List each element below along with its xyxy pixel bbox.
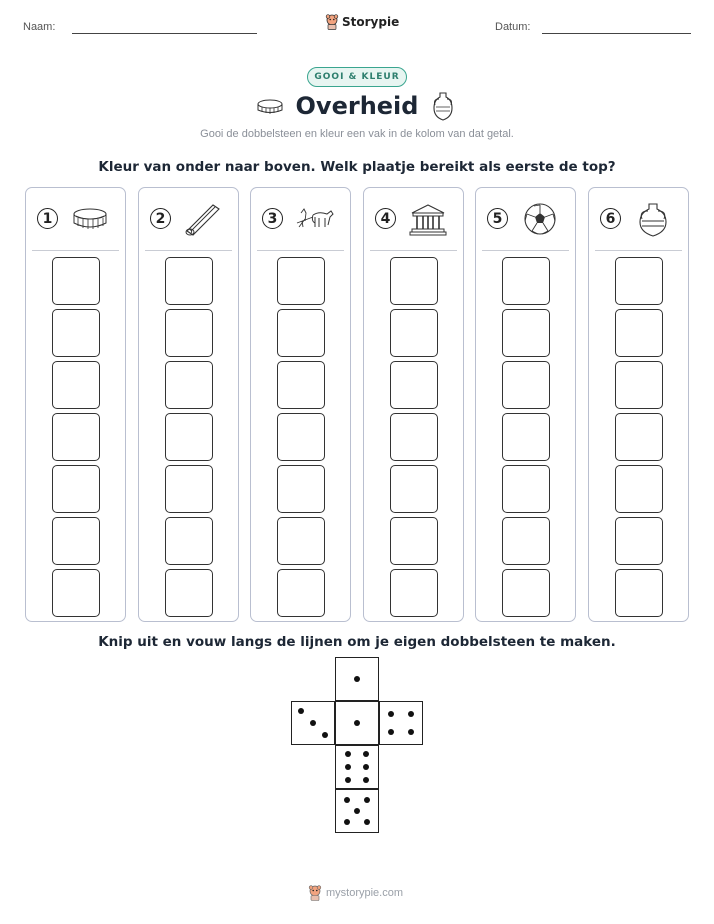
color-box[interactable] (502, 361, 550, 409)
die-pip (364, 819, 370, 825)
color-box[interactable] (165, 569, 213, 617)
color-box[interactable] (277, 361, 325, 409)
color-box[interactable] (390, 569, 438, 617)
column-2 (138, 187, 239, 622)
color-box[interactable] (502, 569, 550, 617)
color-box[interactable] (52, 517, 100, 565)
die-face-4 (379, 701, 423, 745)
die-pip (354, 720, 360, 726)
die-face-1 (335, 701, 379, 745)
color-box[interactable] (52, 361, 100, 409)
die-pip (388, 729, 394, 735)
column-number: 5 (487, 208, 508, 229)
column-6 (588, 187, 689, 622)
amphora-icon (430, 90, 456, 122)
date-field-line[interactable] (542, 33, 691, 34)
color-box[interactable] (615, 257, 663, 305)
die-pip (408, 711, 414, 717)
die-pip (364, 797, 370, 803)
color-box[interactable] (390, 517, 438, 565)
color-box[interactable] (502, 465, 550, 513)
column-number: 1 (37, 208, 58, 229)
die-pip (363, 751, 369, 757)
name-field-line[interactable] (72, 33, 257, 34)
column-header (589, 188, 688, 250)
die-pip (344, 819, 350, 825)
column-number: 6 (600, 208, 621, 229)
column-1 (25, 187, 126, 622)
color-box[interactable] (502, 517, 550, 565)
color-box[interactable] (390, 257, 438, 305)
color-box[interactable] (165, 465, 213, 513)
die-pip (408, 729, 414, 735)
die-pip (345, 764, 351, 770)
column-divider (145, 250, 232, 251)
die-face-6 (335, 745, 379, 789)
column-header (139, 188, 238, 250)
color-box[interactable] (52, 569, 100, 617)
column-divider (32, 250, 119, 251)
die-face-5 (335, 789, 379, 833)
coloring-instruction: Kleur van onder naar boven. Welk plaatje bereikt als eerste de top? (98, 159, 616, 175)
die-pip (354, 808, 360, 814)
aqueduct-icon (183, 201, 223, 237)
activity-badge: GOOI & KLEUR (307, 67, 407, 87)
color-box[interactable] (615, 569, 663, 617)
die-pip (322, 732, 328, 738)
column-4 (363, 187, 464, 622)
column-header (251, 188, 350, 250)
name-label: Naam: (23, 21, 56, 33)
color-box[interactable] (277, 569, 325, 617)
die-pip (363, 777, 369, 783)
storypie-mascot-icon (308, 885, 322, 901)
column-divider (257, 250, 344, 251)
color-box[interactable] (165, 517, 213, 565)
column-3 (250, 187, 351, 622)
column-header (476, 188, 575, 250)
color-box[interactable] (277, 413, 325, 461)
die-pip (345, 777, 351, 783)
color-box[interactable] (615, 517, 663, 565)
color-box[interactable] (615, 309, 663, 357)
color-box[interactable] (615, 465, 663, 513)
color-box[interactable] (165, 361, 213, 409)
date-label: Datum: (495, 21, 531, 33)
column-header (26, 188, 125, 250)
die-pip (298, 708, 304, 714)
color-box[interactable] (52, 309, 100, 357)
color-box[interactable] (277, 309, 325, 357)
brand-name: Storypie (342, 15, 400, 29)
color-box[interactable] (52, 413, 100, 461)
amphora-icon (633, 201, 673, 237)
color-box[interactable] (615, 361, 663, 409)
ox-plow-icon (295, 201, 335, 237)
brand-logo (325, 14, 399, 30)
die-instruction: Knip uit en vouw langs de lijnen om je eigen dobbelsteen te maken. (98, 634, 616, 650)
subtitle: Gooi de dobbelsteen en kleur een vak in de kolom van dat getal. (200, 128, 514, 140)
color-box[interactable] (165, 413, 213, 461)
color-box[interactable] (277, 517, 325, 565)
column-divider (595, 250, 682, 251)
storypie-mascot-icon (325, 14, 339, 30)
footer-url: mystorypie.com (326, 887, 404, 899)
color-box[interactable] (277, 465, 325, 513)
color-box[interactable] (52, 465, 100, 513)
die-face-3 (291, 701, 335, 745)
color-box[interactable] (390, 361, 438, 409)
color-box[interactable] (52, 257, 100, 305)
column-header (364, 188, 463, 250)
column-number: 3 (262, 208, 283, 229)
color-box[interactable] (277, 257, 325, 305)
column-number: 2 (150, 208, 171, 229)
die-pip (310, 720, 316, 726)
column-5 (475, 187, 576, 622)
color-box[interactable] (390, 413, 438, 461)
column-number: 4 (375, 208, 396, 229)
color-box[interactable] (165, 257, 213, 305)
page-title: Overheid (295, 92, 419, 120)
die-pip (363, 764, 369, 770)
footer (308, 885, 403, 901)
color-box[interactable] (165, 309, 213, 357)
color-box[interactable] (390, 309, 438, 357)
color-box[interactable] (502, 257, 550, 305)
die-pip (344, 797, 350, 803)
die-pip (345, 751, 351, 757)
color-box[interactable] (615, 413, 663, 461)
die-pip (388, 711, 394, 717)
color-box[interactable] (502, 413, 550, 461)
temple-icon (408, 201, 448, 237)
ball-icon (520, 201, 560, 237)
color-box[interactable] (390, 465, 438, 513)
colosseum-icon (70, 201, 110, 237)
die-pip (354, 676, 360, 682)
die-face-1 (335, 657, 379, 701)
color-box[interactable] (502, 309, 550, 357)
column-divider (482, 250, 569, 251)
column-divider (370, 250, 457, 251)
